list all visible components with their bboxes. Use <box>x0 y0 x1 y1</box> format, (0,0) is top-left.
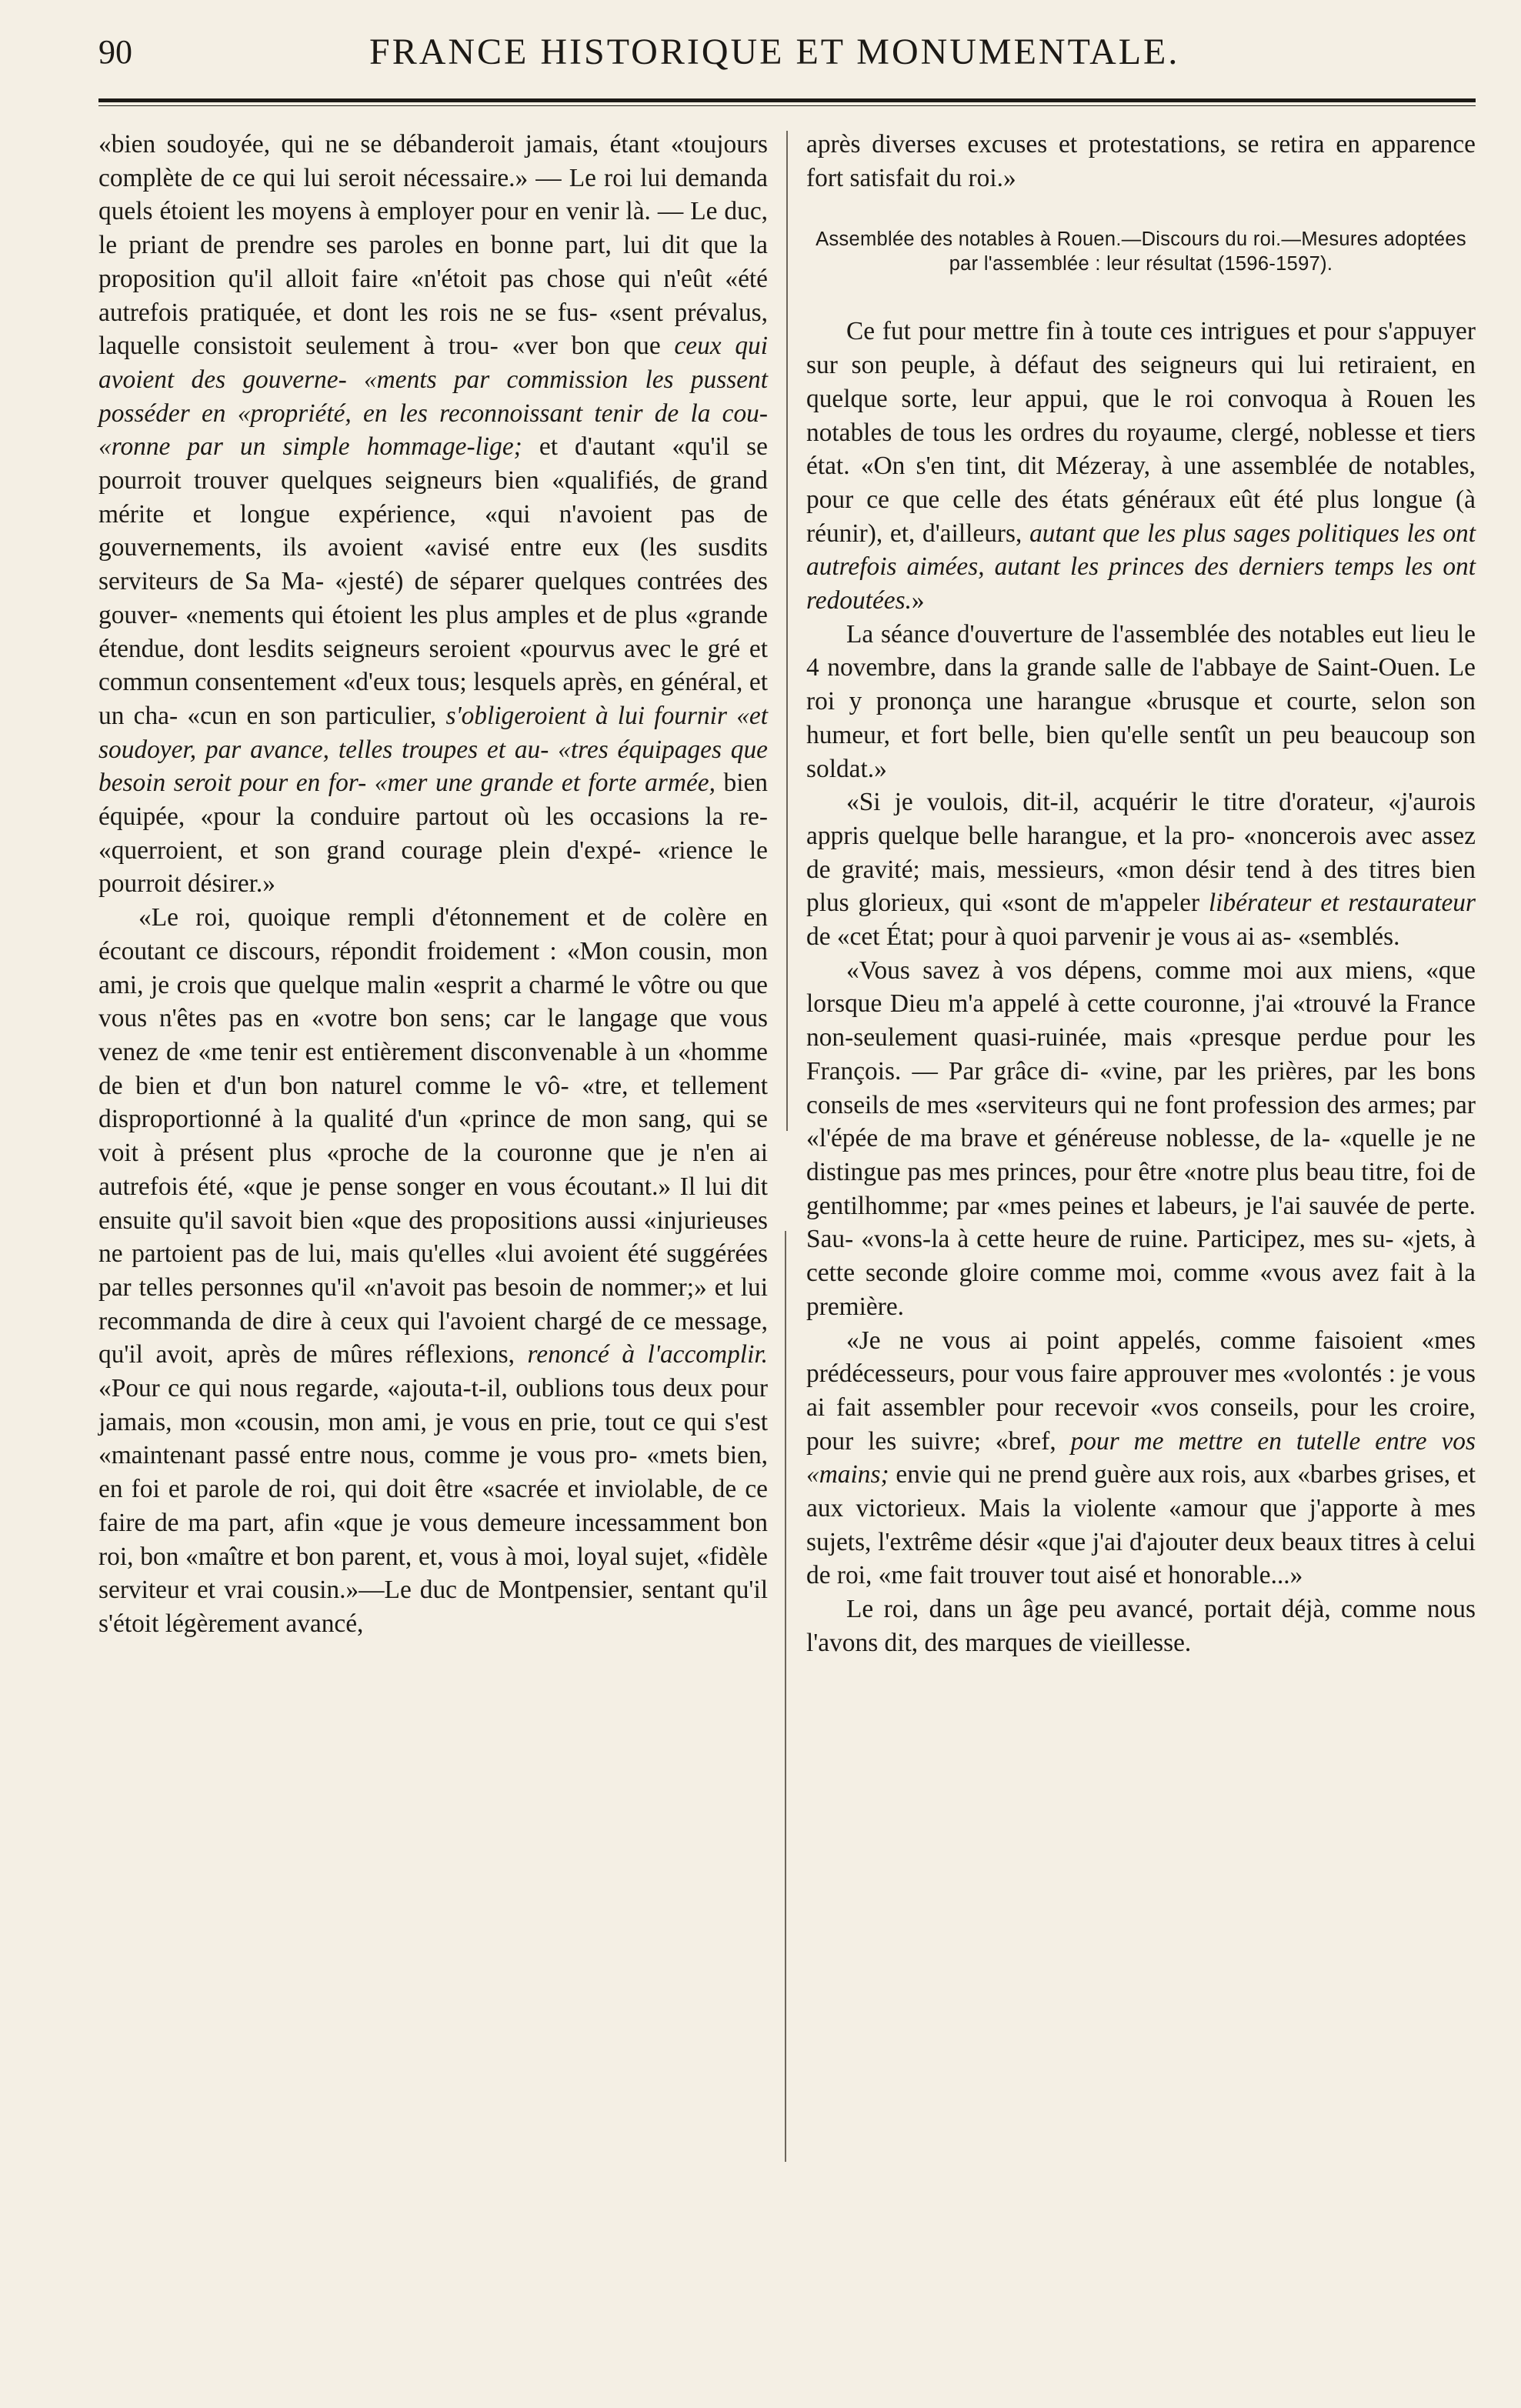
section-heading: Assemblée des notables à Rouen.—Discours du roi.—Mesures adoptées par l'assemblée : leur résultat (1596-1597). <box>816 228 1466 275</box>
right-paragraph-1 <box>806 315 1476 617</box>
header-rule-thin <box>98 105 1476 106</box>
right-paragraph-3 <box>806 785 1476 954</box>
text-run: envie qui ne prend guère aux rois, aux «barbes grises, et aux victorieux. Mais la violente «amour que j'apporte à mes sujets, l'extrême désir «que j'ai d'ajouter deux beaux titres à celui de roi, «me fait trouver tout aisé et honorable...» <box>806 1460 1476 1590</box>
italic-run: renoncé à l'accomplir. <box>527 1340 768 1369</box>
italic-run: libérateur et restaurateur <box>1208 889 1476 918</box>
text-run: «Je ne vous ai point appelés, comme faisoient «mes prédécesseurs, pour vous faire approuver mes «volontés : je vous ai fait assembler pour recevoir «vos conseils, pour les croire, pour les suivre; «bref, <box>806 1326 1476 1456</box>
text-run: «Pour ce qui nous regarde, «ajouta-t-il, oublions tous deux pour jamais, mon «cousin, mon ami, je vous en prie, tout ce qui s'est «maintenant passé entre nous, comme je vous pro- «mets bien, en foi et parole de roi, qui doit être «sacrée et inviolable, de ce faire de ma part, afin «que je vous demeure incessamment bon roi, bon «maître et bon parent, et, vous à moi, loyal sujet, «fidèle serviteur et vrai cousin.»—Le duc de Montpensier, sentant qu'il s'étoit légèrement avancé, <box>98 1374 768 1638</box>
text-run: de «cet État; pour à quoi parvenir je vous ai as- «semblés. <box>806 922 1400 952</box>
column-divider-lower <box>785 1231 786 2162</box>
text-run: Ce fut pour mettre fin à toute ces intrigues et pour s'appuyer sur son peuple, à défaut des seigneurs qui lui retiraient, en quelque sorte, leur appui, que le roi convoqua à Rouen les notables de tous les ordres du royaume, clergé, noblesse et tiers état. «On s'en tint, dit Mézeray, à une assemblée de notables, pour ce que celle des états généraux eût été plus longue (à réunir), et, d'ailleurs, <box>806 317 1476 548</box>
text-run: «Si je voulois, dit-il, acquérir le titre d'orateur, «j'aurois appris quelque belle harangue, et la pro- «noncerois avec assez de gravité; mais, messieurs, «mon désir tend à des titres bien plus glorieux, qui «sont de m'appeler <box>806 788 1476 918</box>
italic-run: ceux qui avoient des gouverne- «ments par commission les pussent posséder en «propriété, en les reconnoissant tenir de la cou- «ronne par un simple hommage-lige; <box>98 332 768 462</box>
left-paragraph-1 <box>98 128 768 901</box>
right-paragraph-2: La séance d'ouverture de l'assemblée des notables eut lieu le 4 novembre, dans la grande salle de l'abbaye de Saint-Ouen. Le roi y prononça une harangue «brusque et courte, selon son humeur, et fort belle, bien qu'elle sentît un peu beaucoup son soldat.» <box>806 619 1476 783</box>
text-run: bien équipée, «pour la conduire partout où les occasions la re- «querroient, et son grand courage plein d'expé- «rience le pourroit désirer.» <box>98 769 768 899</box>
right-paragraph-4: «Vous savez à vos dépens, comme moi aux miens, «que lorsque Dieu m'a appelé à cette couronne, j'ai «trouvé la France non-seulement quasi-ruinée, mais «presque perdue pour les François. — Par grâce di- «vine, par les prières, par les bons conseils de mes «serviteurs qui ne font profession des armes; par «l'épée de ma brave et généreuse noblesse, de la- «quelle je ne distingue pas mes princes, pour être «notre plus beau titre, foi de gentilhomme; par «mes peines et labeurs, je l'ai sauvée de perte. Sau- «vons-la à cette heure de ruine. Participez, mes su- «jets, à cette seconde gloire comme moi, comme «vous avez fait à la première. <box>806 956 1476 1321</box>
right-paragraph-0: après diverses excuses et protestations, se retira en apparence fort satisfait du roi.» <box>806 130 1476 192</box>
running-title: FRANCE HISTORIQUE ET MONUMENTALE. <box>369 32 1180 72</box>
text-run: » <box>911 586 925 615</box>
right-paragraph-5 <box>806 1324 1476 1593</box>
text-run: et d'autant «qu'il se pourroit trouver quelques seigneurs bien «qualifiés, de grand mérite et longue expérience, «qui n'avoient pas de gouvernements, ils avoient «avisé entre eux (les susdits serviteurs de Sa Ma- «jesté) de séparer quelques contrées des gouver- «nements qui étoient les plus amples et de plus «grande étendue, dont lesdits seigneurs seroient «pourvus avec le gré et commun consentement «d'eux tous; lesquels après, en général, et un cha- «cun en son particulier, <box>98 432 768 730</box>
left-paragraph-2 <box>98 901 768 1640</box>
text-run: «bien soudoyée, qui ne se débanderoit jamais, étant «toujours complète de ce qui lui seroit nécessaire.» — Le roi lui demanda quels étoient les moyens à employer pour en venir là. — Le duc, le priant de prendre ses paroles en bonne part, lui dit que la proposition qu'il alloit faire «n'étoit pas chose qui n'eût «été autrefois pratiquée, et dont les rois ne se fus- «sent prévalus, laquelle consistoit seulement à trou- «ver bon que <box>98 130 768 361</box>
left-column <box>98 128 768 1641</box>
column-divider <box>786 131 788 1131</box>
page-number: 90 <box>98 33 132 71</box>
right-column <box>806 128 1476 1660</box>
italic-run: autant que les plus sages politiques les ont autrefois aimées, autant les princes des derniers temps les ont redoutées. <box>806 519 1476 615</box>
text-run: «Le roi, quoique rempli d'étonnement et de colère en écoutant ce discours, répondit froidement : «Mon cousin, mon ami, je crois que quelque malin «esprit a charmé le vôtre ou que vous n'êtes pas en «votre bon sens; car le langage que vous venez de «me tenir est entièrement disconvenable à un «homme de bien et d'un bon naturel comme le vô- «tre, et tellement disproportionné à la qualité d'un «prince de mon sang, qui se voit à présent plus «proche de la couronne que je n'en ai autrefois été, «que je pense songer en vous écoutant.» Il lui dit ensuite qu'il savoit bien «que des propositions aussi «injurieuses ne partoient pas de lui, mais qu'elles «lui avoient été suggérées par telles personnes qu'il «n'avoit pas besoin de nommer;» et lui recommanda de dire à ceux qui l'avoient chargé de ce message, qu'il avoit, après de mûres réflexions, <box>98 903 768 1369</box>
header-rule <box>98 98 1476 102</box>
italic-run: pour me mettre en tutelle entre vos «mains; <box>806 1426 1476 1489</box>
right-paragraph-6: Le roi, dans un âge peu avancé, portait déjà, comme nous l'avons dit, des marques de vieillesse. <box>806 1595 1476 1657</box>
italic-run: s'obligeroient à lui fournir «et soudoyer, par avance, telles troupes et au- «tres équipages que besoin seroit pour en for- «mer une grande et forte armée, <box>98 701 768 798</box>
